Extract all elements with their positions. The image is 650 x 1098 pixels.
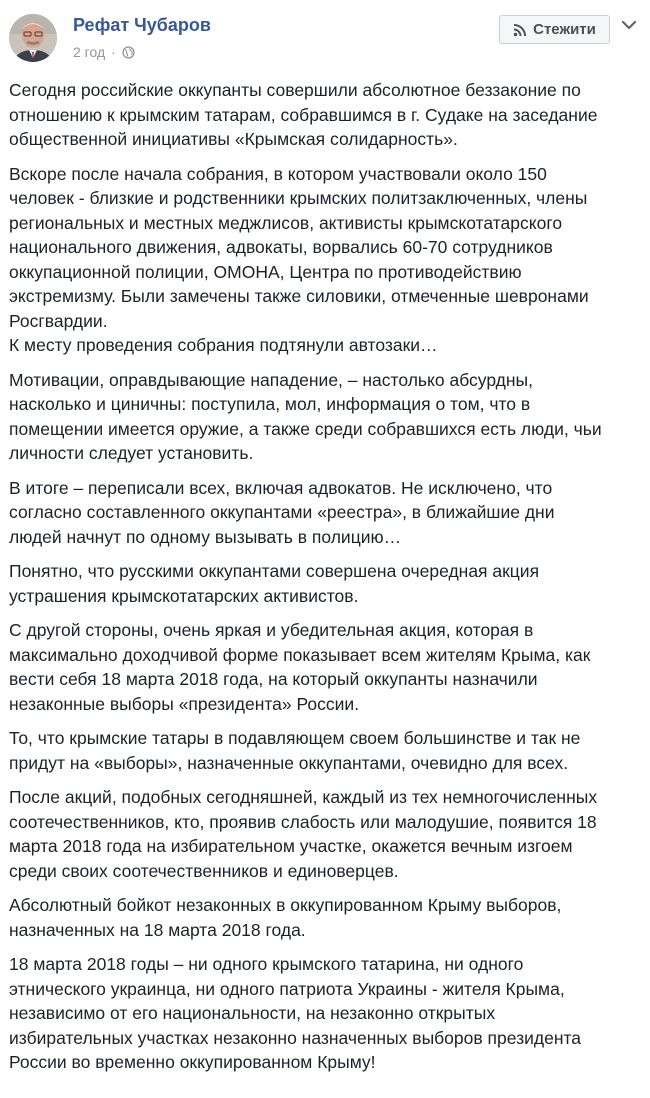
post-paragraph — [9, 368, 639, 466]
post-text-line: То, что крымские татары в подавляющем своем большинстве и так не — [9, 728, 581, 748]
post-text-line: Сегодня российские оккупанты совершили абсолютное беззаконие по — [9, 80, 581, 100]
post-options-button[interactable] — [617, 14, 641, 38]
post-text-line: вести себя 18 марта 2018 года, на который оккупанты назначили — [9, 669, 538, 689]
post-text-line: региональных и местных меджлисов, активисты крымскотатарского — [9, 212, 563, 233]
post-paragraph — [9, 726, 639, 775]
post-text-line: человек - близкие и родственники крымских политзаключенных, члены — [9, 188, 588, 208]
post-paragraph — [9, 893, 639, 942]
post-text-line: оккупационной полиции, ОМОНА, Центра по противодействию — [9, 261, 522, 282]
post-text-line: соотечественников, кто, проявив слабость или малодушие, появится 18 — [9, 811, 597, 832]
post-text-line: национального движения, адвокаты, ворвались 60-70 сотрудников — [9, 237, 553, 257]
post-text-line: людей начнут по одному вызывать в полицию… — [9, 526, 402, 547]
avatar-image — [9, 14, 57, 62]
post-text-line: назначенных на 18 марта 2018 года. — [9, 919, 306, 940]
follow-button-label: Стежити — [533, 21, 596, 38]
post-text-line: К месту проведения собрания подтянули автозаки… — [9, 335, 438, 355]
post-text-line: Вскоре после начала собрания, в котором участвовали около 150 — [9, 163, 547, 184]
post-text-line: устрашения крымскотатарских активистов. — [9, 585, 359, 606]
post-text-line: Мотивации, оправдывающие нападение, – настолько абсурдны, — [9, 369, 533, 390]
post-paragraph — [9, 618, 639, 716]
post-text-line: отношению к крымским татарам, собравшимся в г. Судаке на заседание — [9, 104, 598, 125]
post-paragraph — [9, 952, 639, 1075]
post-text-line: личности следует установить. — [9, 443, 254, 463]
post-text-line: помещении имеется оружие, а также среди собравшихся есть люди, чьи — [9, 418, 602, 439]
post-paragraph — [9, 476, 639, 550]
post-text-line: независимо от его национальности, на незаконно открытых — [9, 1003, 496, 1023]
post-text-line: экстремизму. Были замечены также силовики, отмеченные шевронами — [9, 286, 589, 306]
meta-separator: · — [111, 44, 116, 60]
post-paragraph — [9, 785, 639, 883]
post-text-line: насколько и циничны: поступила, мол, информация о том, что в — [9, 394, 531, 414]
post-text-line: марта 2018 года на избирательном участке, окажется вечным изгоем — [9, 836, 573, 856]
post-text-line: избирательных участках незаконно назначенных выборов президента — [9, 1027, 582, 1048]
post-paragraph — [9, 162, 639, 358]
post-text-line: этнического украинца, ни одного патриота Украины - жителя Крыма, — [9, 978, 565, 999]
post-text-line: С другой стороны, очень яркая и убедительная акция, которая в — [9, 620, 534, 640]
post-text-line: Понятно, что русскими оккупантами совершена очередная акция — [9, 561, 540, 581]
post-text-line: Абсолютный бойкот незаконных в оккупированном Крыму выборов, — [9, 895, 562, 915]
post-text-line: незаконные выборы «президента» России. — [9, 693, 360, 714]
post-text-line: общественной инициативы «Крымская солидарность». — [9, 129, 458, 149]
post-text-line: В итоге – переписали всех, включая адвокатов. Не исключено, что — [9, 477, 553, 498]
post-paragraph — [9, 559, 639, 608]
chevron-down-icon — [621, 17, 637, 35]
post-text-line: среди своих соотечественников и единоверцев. — [9, 860, 399, 881]
follow-button[interactable] — [499, 15, 610, 44]
post-text-line: России во временно оккупированном Крыму! — [9, 1052, 376, 1072]
post-text-line: максимально доходчивой форме показывает всем жителям Крыма, как — [9, 644, 591, 665]
globe-icon[interactable] — [122, 46, 135, 59]
post-text-line: придут на «выборы», назначенные оккупантами, очевидно для всех. — [9, 752, 569, 773]
post-meta — [73, 44, 135, 60]
avatar[interactable] — [9, 14, 57, 62]
post-header — [0, 0, 650, 72]
post-text — [9, 78, 639, 1085]
post-text-line: Росгвардии. — [9, 310, 108, 331]
author-name-link[interactable]: Рефат Чубаров — [73, 15, 211, 35]
post-text-line: согласно составленного оккупантами «реестра», в ближайшие дни — [9, 502, 555, 522]
rss-icon — [513, 23, 527, 37]
post-text-line: 18 марта 2018 годы – ни одного крымского татарина, ни одного — [9, 954, 524, 974]
timestamp-link[interactable]: 2 год — [73, 44, 106, 60]
post-text-line: После акций, подобных сегодняшней, каждый из тех немногочисленных — [9, 787, 598, 807]
post-paragraph — [9, 78, 639, 152]
